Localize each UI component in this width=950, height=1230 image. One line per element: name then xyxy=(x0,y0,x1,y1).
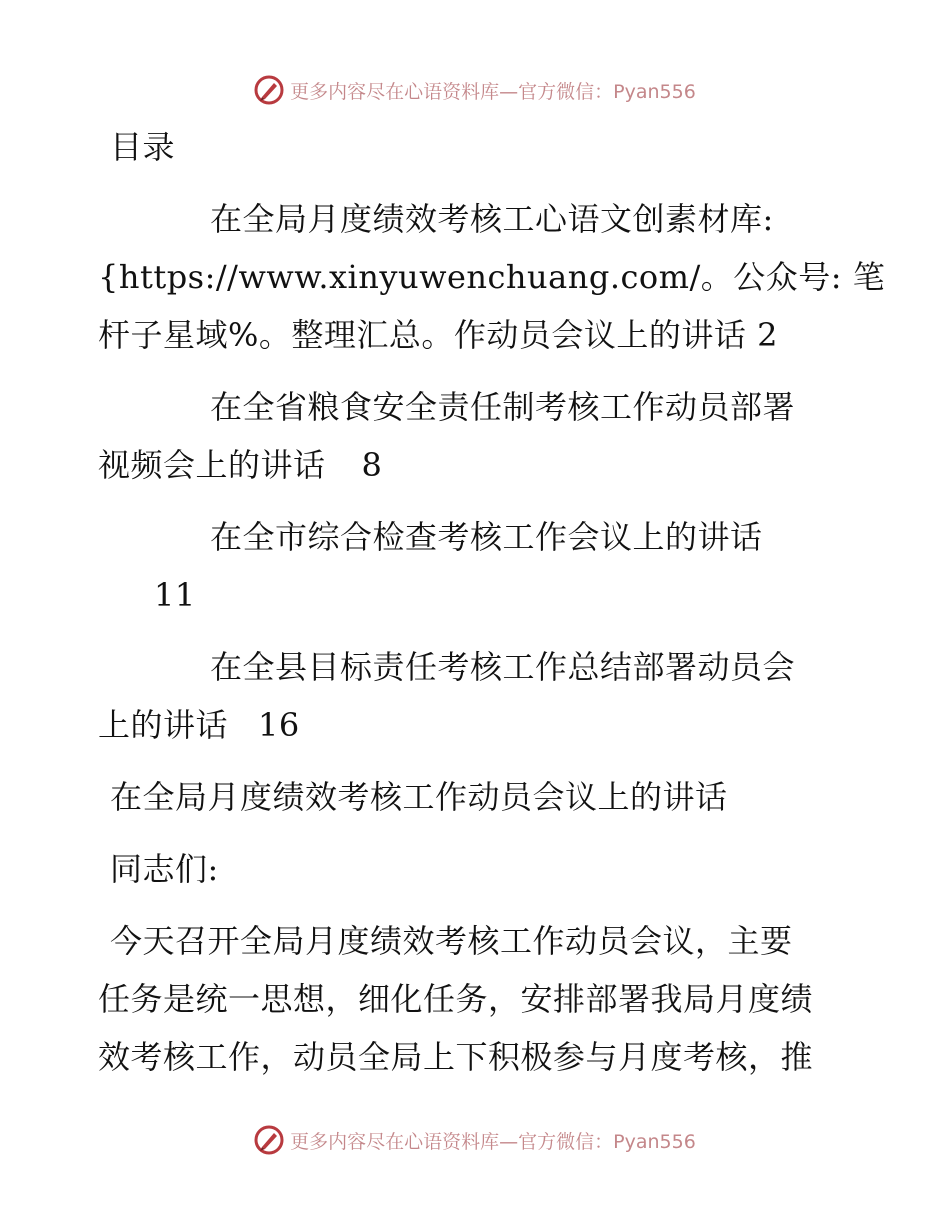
article-title: 在全局月度绩效考核工作动员会议上的讲话 xyxy=(110,778,728,816)
toc-entry-4-line-2 xyxy=(98,696,858,754)
toc-entry-2-line-2 xyxy=(98,436,858,494)
toc-entry-2-page: 8 xyxy=(361,446,383,484)
toc-entry-4-page: 16 xyxy=(258,706,300,744)
pen-logo-icon xyxy=(254,1125,284,1155)
article-body-line-2: 任务是统一思想，细化任务，安排部署我局月度绩 xyxy=(98,980,814,1018)
banner-text: 更多内容尽在心语资料库—官方微信：Pyan556 xyxy=(290,80,696,103)
pen-logo-icon xyxy=(254,75,284,105)
toc-entry-4-text: 上的讲话 xyxy=(98,706,229,744)
article-body-line-1: 今天召开全局月度绩效考核工作动员会议，主要 xyxy=(110,922,793,960)
toc-entry-1-line-2: {https://www.xinyuwenchuang.com/。公众号: 笔 xyxy=(98,258,886,296)
toc-entry-1-line-1: 在全局月度绩效考核工心语文创素材库: xyxy=(210,200,774,238)
article-body-line-3: 效考核工作，动员全局上下积极参与月度考核，推 xyxy=(98,1038,814,1076)
toc-heading: 目录 xyxy=(110,128,176,166)
toc-entry-3-line-1: 在全市综合检查考核工作会议上的讲话 xyxy=(210,518,763,556)
toc-entry-4-line-1: 在全县目标责任考核工作总结部署动员会 xyxy=(210,648,796,686)
footer-banner xyxy=(0,1120,950,1160)
toc-entry-2-text: 视频会上的讲话 xyxy=(98,446,326,484)
article-salutation: 同志们: xyxy=(110,850,219,888)
toc-entry-1-line-3: 杆子星域%。整理汇总。作动员会议上的讲话 2 xyxy=(98,316,778,354)
toc-entry-2-line-1: 在全省粮食安全责任制考核工作动员部署 xyxy=(210,388,796,426)
header-banner xyxy=(0,70,950,110)
banner-text: 更多内容尽在心语资料库—官方微信：Pyan556 xyxy=(290,1130,696,1153)
document-body xyxy=(98,118,886,1086)
toc-entry-3-page: 11 xyxy=(154,576,196,614)
